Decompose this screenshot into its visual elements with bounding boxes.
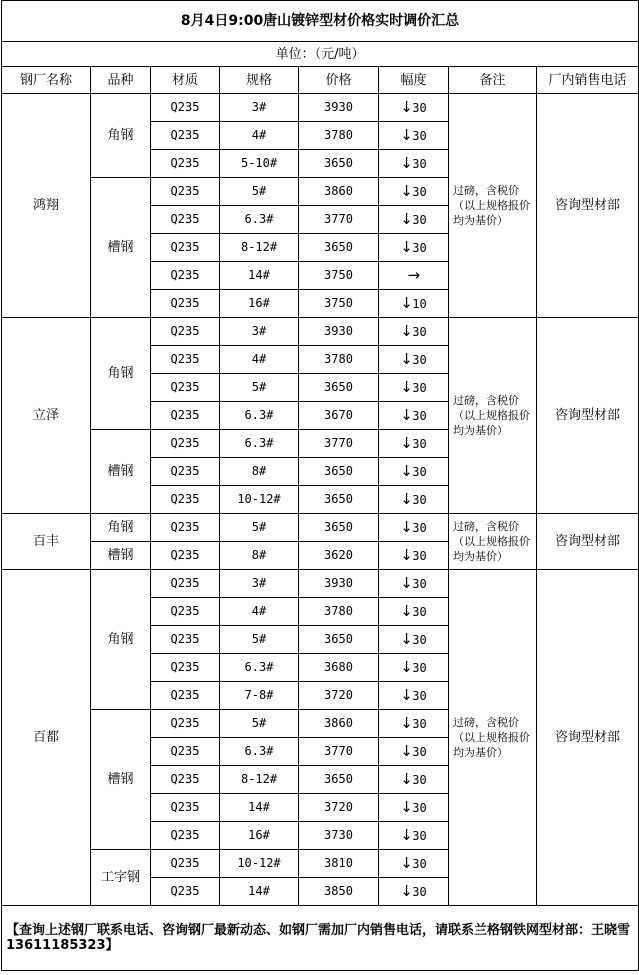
arrow-down-icon: ↓ (400, 321, 413, 340)
header-mill: 钢厂名称 (2, 67, 91, 94)
change-cell (379, 486, 449, 514)
price-cell: 3750 (299, 262, 379, 290)
arrow-down-icon: ↓ (400, 153, 413, 172)
price-cell: 3780 (299, 122, 379, 150)
phone-cell: 咨询型材部 (537, 570, 639, 906)
change-value: 30 (412, 324, 427, 339)
spec-cell: 14# (220, 262, 299, 290)
spec-cell: 10-12# (220, 850, 299, 878)
material-cell: Q235 (151, 542, 220, 570)
price-cell: 3650 (299, 514, 379, 542)
table-row (2, 94, 639, 122)
product-name: 槽钢 (91, 430, 151, 514)
phone-cell: 咨询型材部 (537, 514, 639, 570)
price-cell: 3770 (299, 738, 379, 766)
spec-cell: 5# (220, 626, 299, 654)
spec-cell: 3# (220, 94, 299, 122)
material-cell: Q235 (151, 738, 220, 766)
arrow-down-icon: ↓ (400, 377, 413, 396)
arrow-down-icon: ↓ (400, 797, 413, 816)
price-table (1, 0, 639, 971)
change-cell (379, 514, 449, 542)
arrow-down-icon: ↓ (400, 349, 413, 368)
product-name: 角钢 (91, 570, 151, 710)
price-cell: 3780 (299, 598, 379, 626)
product-name: 角钢 (91, 318, 151, 430)
change-value: 30 (412, 856, 427, 871)
price-cell: 3650 (299, 486, 379, 514)
contact-footer: 【查询上述钢厂联系电话、咨询钢厂最新动态、如钢厂需加厂内销售电话，请联系兰格钢铁网型材部：王晓雪13611185323】 (2, 906, 639, 971)
change-cell (379, 318, 449, 346)
arrow-down-icon: ↓ (400, 769, 413, 788)
price-cell: 3780 (299, 346, 379, 374)
header-price: 价格 (299, 67, 379, 94)
spec-cell: 6.3# (220, 402, 299, 430)
change-value: 30 (412, 464, 427, 479)
price-cell: 3680 (299, 654, 379, 682)
spec-cell: 6.3# (220, 738, 299, 766)
spec-cell: 3# (220, 318, 299, 346)
spec-cell: 8-12# (220, 766, 299, 794)
material-cell: Q235 (151, 122, 220, 150)
material-cell: Q235 (151, 150, 220, 178)
table-row (2, 514, 639, 542)
price-sheet (1, 0, 638, 971)
price-cell: 3770 (299, 430, 379, 458)
change-value: 30 (412, 408, 427, 423)
material-cell: Q235 (151, 290, 220, 318)
material-cell: Q235 (151, 850, 220, 878)
header-row (2, 67, 639, 94)
change-cell (379, 850, 449, 878)
spec-cell: 5# (220, 374, 299, 402)
material-cell: Q235 (151, 682, 220, 710)
change-value: 30 (412, 632, 427, 647)
spec-cell: 14# (220, 878, 299, 906)
price-cell: 3620 (299, 542, 379, 570)
change-value: 30 (412, 744, 427, 759)
spec-cell: 8-12# (220, 234, 299, 262)
product-name: 工字钢 (91, 850, 151, 906)
header-phone: 厂内销售电话 (537, 67, 639, 94)
spec-cell: 8# (220, 542, 299, 570)
note-cell: 过磅，含税价（以上规格报价均为基价） (449, 570, 537, 906)
header-material: 材质 (151, 67, 220, 94)
note-cell: 过磅，含税价（以上规格报价均为基价） (449, 318, 537, 514)
material-cell: Q235 (151, 766, 220, 794)
price-cell: 3860 (299, 710, 379, 738)
material-cell: Q235 (151, 430, 220, 458)
spec-cell: 4# (220, 122, 299, 150)
material-cell: Q235 (151, 458, 220, 486)
change-cell (379, 458, 449, 486)
change-value: 30 (412, 520, 427, 535)
change-value: 30 (412, 716, 427, 731)
change-cell (379, 374, 449, 402)
material-cell: Q235 (151, 598, 220, 626)
price-cell: 3930 (299, 570, 379, 598)
material-cell: Q235 (151, 262, 220, 290)
change-value: 30 (412, 688, 427, 703)
change-cell (379, 738, 449, 766)
price-cell: 3650 (299, 626, 379, 654)
arrow-down-icon: ↓ (400, 825, 413, 844)
change-cell (379, 878, 449, 906)
change-cell (379, 150, 449, 178)
change-cell (379, 234, 449, 262)
mill-name: 鸿翔 (2, 94, 91, 318)
material-cell: Q235 (151, 318, 220, 346)
arrow-down-icon: ↓ (400, 517, 413, 536)
price-cell: 3720 (299, 682, 379, 710)
arrow-down-icon: ↓ (400, 237, 413, 256)
change-value: 30 (412, 156, 427, 171)
material-cell: Q235 (151, 878, 220, 906)
price-cell: 3650 (299, 766, 379, 794)
change-cell (379, 794, 449, 822)
note-cell: 过磅，含税价（以上规格报价均为基价） (449, 94, 537, 318)
price-cell: 3670 (299, 402, 379, 430)
change-cell (379, 262, 449, 290)
spec-cell: 5# (220, 514, 299, 542)
price-cell: 3750 (299, 290, 379, 318)
arrow-right-icon: → (407, 265, 421, 284)
change-cell (379, 430, 449, 458)
change-value: 30 (412, 604, 427, 619)
change-value: 10 (412, 296, 427, 311)
unit-label: 单位：（元/吨） (2, 42, 639, 67)
spec-cell: 7-8# (220, 682, 299, 710)
change-cell (379, 346, 449, 374)
phone-cell: 咨询型材部 (537, 318, 639, 514)
page-title: 8月4日9:00唐山镀锌型材价格实时调价汇总 (2, 1, 639, 42)
material-cell: Q235 (151, 402, 220, 430)
material-cell: Q235 (151, 654, 220, 682)
material-cell: Q235 (151, 570, 220, 598)
material-cell: Q235 (151, 514, 220, 542)
change-value: 30 (412, 436, 427, 451)
spec-cell: 5# (220, 710, 299, 738)
spec-cell: 6.3# (220, 654, 299, 682)
product-name: 槽钢 (91, 178, 151, 318)
change-cell (379, 542, 449, 570)
arrow-down-icon: ↓ (400, 489, 413, 508)
change-value: 30 (412, 548, 427, 563)
spec-cell: 4# (220, 346, 299, 374)
change-cell (379, 206, 449, 234)
material-cell: Q235 (151, 710, 220, 738)
change-cell (379, 94, 449, 122)
change-cell (379, 598, 449, 626)
header-note: 备注 (449, 67, 537, 94)
spec-cell: 16# (220, 822, 299, 850)
change-cell (379, 290, 449, 318)
arrow-down-icon: ↓ (400, 657, 413, 676)
change-value: 30 (412, 884, 427, 899)
note-cell: 过磅，含税价（以上规格报价均为基价） (449, 514, 537, 570)
change-value: 30 (412, 100, 427, 115)
product-name: 槽钢 (91, 542, 151, 570)
spec-cell: 6.3# (220, 206, 299, 234)
price-cell: 3850 (299, 878, 379, 906)
change-value: 30 (412, 212, 427, 227)
change-cell (379, 178, 449, 206)
product-name: 槽钢 (91, 710, 151, 850)
material-cell: Q235 (151, 794, 220, 822)
material-cell: Q235 (151, 178, 220, 206)
material-cell: Q235 (151, 234, 220, 262)
arrow-down-icon: ↓ (400, 881, 413, 900)
spec-cell: 14# (220, 794, 299, 822)
material-cell: Q235 (151, 94, 220, 122)
change-cell (379, 402, 449, 430)
spec-cell: 5# (220, 178, 299, 206)
mill-name: 百丰 (2, 514, 91, 570)
change-cell (379, 570, 449, 598)
arrow-down-icon: ↓ (400, 853, 413, 872)
price-cell: 3860 (299, 178, 379, 206)
header-variety: 品种 (91, 67, 151, 94)
arrow-down-icon: ↓ (400, 97, 413, 116)
arrow-down-icon: ↓ (400, 405, 413, 424)
spec-cell: 6.3# (220, 430, 299, 458)
change-value: 30 (412, 660, 427, 675)
change-value: 30 (412, 380, 427, 395)
arrow-down-icon: ↓ (400, 629, 413, 648)
material-cell: Q235 (151, 822, 220, 850)
change-value: 30 (412, 128, 427, 143)
change-value: 30 (412, 240, 427, 255)
change-value: 30 (412, 352, 427, 367)
material-cell: Q235 (151, 206, 220, 234)
phone-cell: 咨询型材部 (537, 94, 639, 318)
product-name: 角钢 (91, 514, 151, 542)
mill-name: 立泽 (2, 318, 91, 514)
spec-cell: 3# (220, 570, 299, 598)
arrow-down-icon: ↓ (400, 573, 413, 592)
change-cell (379, 766, 449, 794)
change-value: 30 (412, 576, 427, 591)
arrow-down-icon: ↓ (400, 125, 413, 144)
material-cell: Q235 (151, 374, 220, 402)
price-cell: 3720 (299, 794, 379, 822)
change-value: 30 (412, 800, 427, 815)
table-row (2, 318, 639, 346)
change-cell (379, 682, 449, 710)
spec-cell: 10-12# (220, 486, 299, 514)
arrow-down-icon: ↓ (400, 209, 413, 228)
material-cell: Q235 (151, 626, 220, 654)
price-cell: 3730 (299, 822, 379, 850)
change-value: 30 (412, 772, 427, 787)
arrow-down-icon: ↓ (400, 685, 413, 704)
arrow-down-icon: ↓ (400, 713, 413, 732)
change-cell (379, 654, 449, 682)
product-name: 角钢 (91, 94, 151, 178)
material-cell: Q235 (151, 346, 220, 374)
change-value: 30 (412, 184, 427, 199)
arrow-down-icon: ↓ (400, 741, 413, 760)
price-cell: 3650 (299, 374, 379, 402)
arrow-down-icon: ↓ (400, 293, 413, 312)
price-cell: 3930 (299, 318, 379, 346)
price-cell: 3770 (299, 206, 379, 234)
spec-cell: 8# (220, 458, 299, 486)
arrow-down-icon: ↓ (400, 545, 413, 564)
change-value: 30 (412, 828, 427, 843)
table-row (2, 570, 639, 598)
material-cell: Q235 (151, 486, 220, 514)
change-cell (379, 122, 449, 150)
spec-cell: 4# (220, 598, 299, 626)
arrow-down-icon: ↓ (400, 181, 413, 200)
spec-cell: 16# (220, 290, 299, 318)
header-change: 幅度 (379, 67, 449, 94)
mill-name: 百都 (2, 570, 91, 906)
price-cell: 3930 (299, 94, 379, 122)
price-cell: 3650 (299, 458, 379, 486)
header-spec: 规格 (220, 67, 299, 94)
change-cell (379, 822, 449, 850)
change-cell (379, 710, 449, 738)
arrow-down-icon: ↓ (400, 601, 413, 620)
change-value: 30 (412, 492, 427, 507)
spec-cell: 5-10# (220, 150, 299, 178)
arrow-down-icon: ↓ (400, 433, 413, 452)
price-cell: 3650 (299, 234, 379, 262)
arrow-down-icon: ↓ (400, 461, 413, 480)
price-cell: 3650 (299, 150, 379, 178)
price-cell: 3810 (299, 850, 379, 878)
change-cell (379, 626, 449, 654)
